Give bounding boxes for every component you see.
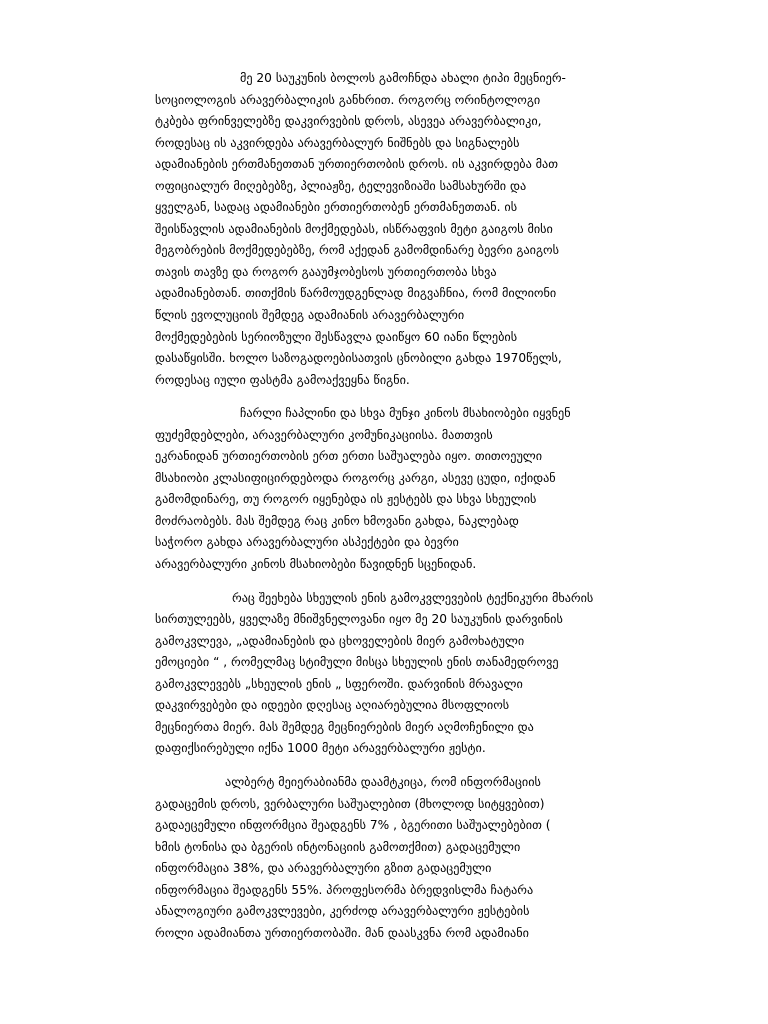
text-line: ხმის ტონისა და ბგერის ინტონაციის გამოთქმით) გადაცემული: [155, 839, 521, 854]
text-line: როდესაც ის აკვირდება არავერბალურ ნიშნებს და სიგნალებს: [155, 135, 520, 150]
text-line: ანალოგიური გამოკვლევები, კერძოდ არავერბალური ჟესტების: [155, 904, 530, 919]
text-line: გამოკვლევებს „სხეულის ენის „ სფეროში. დარვინის მრავალი: [155, 676, 523, 691]
paragraph-4: [155, 772, 615, 944]
text-line: საჭორო გახდა არავერბალური ასპექტები და ბევრი: [155, 535, 459, 550]
text-line: მეგობრების მოქმედებებზე, რომ აქედან გამომდინარე ბევრი გაიგოს: [155, 243, 559, 258]
text-line: ინფორმაცია შეადგენს 55%. პროფესორმა ბრედვისლმა ჩატარა: [155, 882, 534, 897]
text-line: მეცნიერთა მიერ. მას შემდეგ მეცნიერების მიერ აღმოჩენილი და: [155, 719, 534, 734]
text-column: [155, 68, 615, 944]
text-line: მოძრაობებს. მას შემდეგ რაც კინო ხმოვანი გახდა, ნაკლებად: [155, 513, 519, 528]
text-line: რაც შეეხება სხეულის ენის გამოკვლევების ტექნიკური მხარის: [232, 590, 594, 605]
text-line: ალბერტ მეიერაბიანმა დაამტკიცა, რომ ინფორმაციის: [225, 774, 541, 789]
text-line: სირთულეებს, ყველაზე მნიშვნელოვანი იყო მე 20 საუკუნის დარვინის: [155, 612, 563, 627]
text-line: დაკვირვებები და იდეები დღესაც აღიარებულია მსოფლიოს: [155, 698, 510, 713]
paragraph-2: [155, 403, 615, 575]
text-line: გადაეცემული ინფორმცია შეადგენს 7% , ბგერითი საშუალებებით (: [155, 818, 551, 833]
text-line: შეისწავლის ადამიანების მოქმედებას, ისწრაფვის მეტი გაიგოს მისი: [155, 221, 553, 236]
text-line: ადამიანების ერთმანეთთან ურთიერთობის დროს. ის აკვირდება მათ: [155, 157, 558, 172]
text-line: მოქმედებების სერიოზული შესწავლა დაიწყო 60 იანი წლების: [155, 329, 518, 344]
paragraph-1: [155, 68, 615, 391]
text-line: დაფიქსირებული იქნა 1000 მეტი არავერბალური ჟესტი.: [155, 741, 486, 756]
text-line: გადაცემის დროს, ვერბალური საშუალებით (მხოლოდ სიტყვებით): [155, 796, 545, 811]
text-line: გამომდინარე, თუ როგორ იყენებდა ის ჟესტებს და სხვა სხეულის: [155, 492, 537, 507]
text-line: ადამიანებთან. თითქმის წარმოუდგენლად მიგვაჩნია, რომ მილიონი: [155, 286, 557, 301]
text-line: ტკბება ფრინველებზე დაკვირვების დროს, ასევეა არავერბალიკი,: [155, 114, 542, 129]
text-line: არავერბალური კინოს მსახიობები წავიდნენ სცენიდან.: [155, 557, 477, 572]
text-line: როდესაც იული ფასტმა გამოაქვეყნა წიგნი.: [155, 372, 410, 387]
paragraph-3: [155, 588, 615, 760]
text-line: ფუძემდებლები, არავერბალური კომუნიკაციისა. მათთვის: [155, 427, 493, 442]
text-line: როლი ადამიანთა ურთიერთობაში. მან დაასკვნა რომ ადამიანი: [155, 925, 529, 940]
text-line: წლის ევოლუციის შემდეგ ადამიანის არავერბალური: [155, 308, 465, 323]
text-line: მსახიობი კლასიფიცირდებოდა როგორც კარგი, ასევე ცუდი, იქიდან: [155, 470, 556, 485]
text-line: ოფიციალურ მიღებებზე, პლიაჟზე, ტელევიზიაში სამსახურში და: [155, 178, 527, 193]
text-line: გამოკვლევა, „ადამიანების და ცხოველების მიერ გამოხატული: [155, 633, 525, 648]
text-line: სოციოლოგის არავერბალიკის განხრით. როგორც ორინტოლოგი: [155, 92, 541, 107]
text-line: ემოციები “ , რომელმაც სტიმული მისცა სხეულის ენის თანამედროვე: [155, 655, 559, 670]
text-line: დასაწყისში. ხოლო საზოგადოებისათვის ცნობილი გახდა 1970წელს,: [155, 351, 562, 366]
text-line: ყველგან, სადაც ადამიანები ერთიერთობენ ერთმანეთთან. ის: [155, 200, 518, 215]
text-line: ჩარლი ჩაპლინი და სხვა მუნჯი კინოს მსახიობები იყვნენ: [240, 406, 571, 421]
text-line: მე 20 საუკუნის ბოლოს გამოჩნდა ახალი ტიპი მეცნიერ-: [240, 71, 566, 85]
text-line: ინფორმაცია 38%, და არავერბალური გზით გადაცემული: [155, 861, 492, 876]
text-line: თავის თავზე და როგორ გააუმჯობესოს ურთიერთობა სხვა: [155, 264, 497, 279]
text-line: ეკრანიდან ურთიერთობის ერთ ერთი საშუალება იყო. თითოეული: [155, 449, 543, 464]
